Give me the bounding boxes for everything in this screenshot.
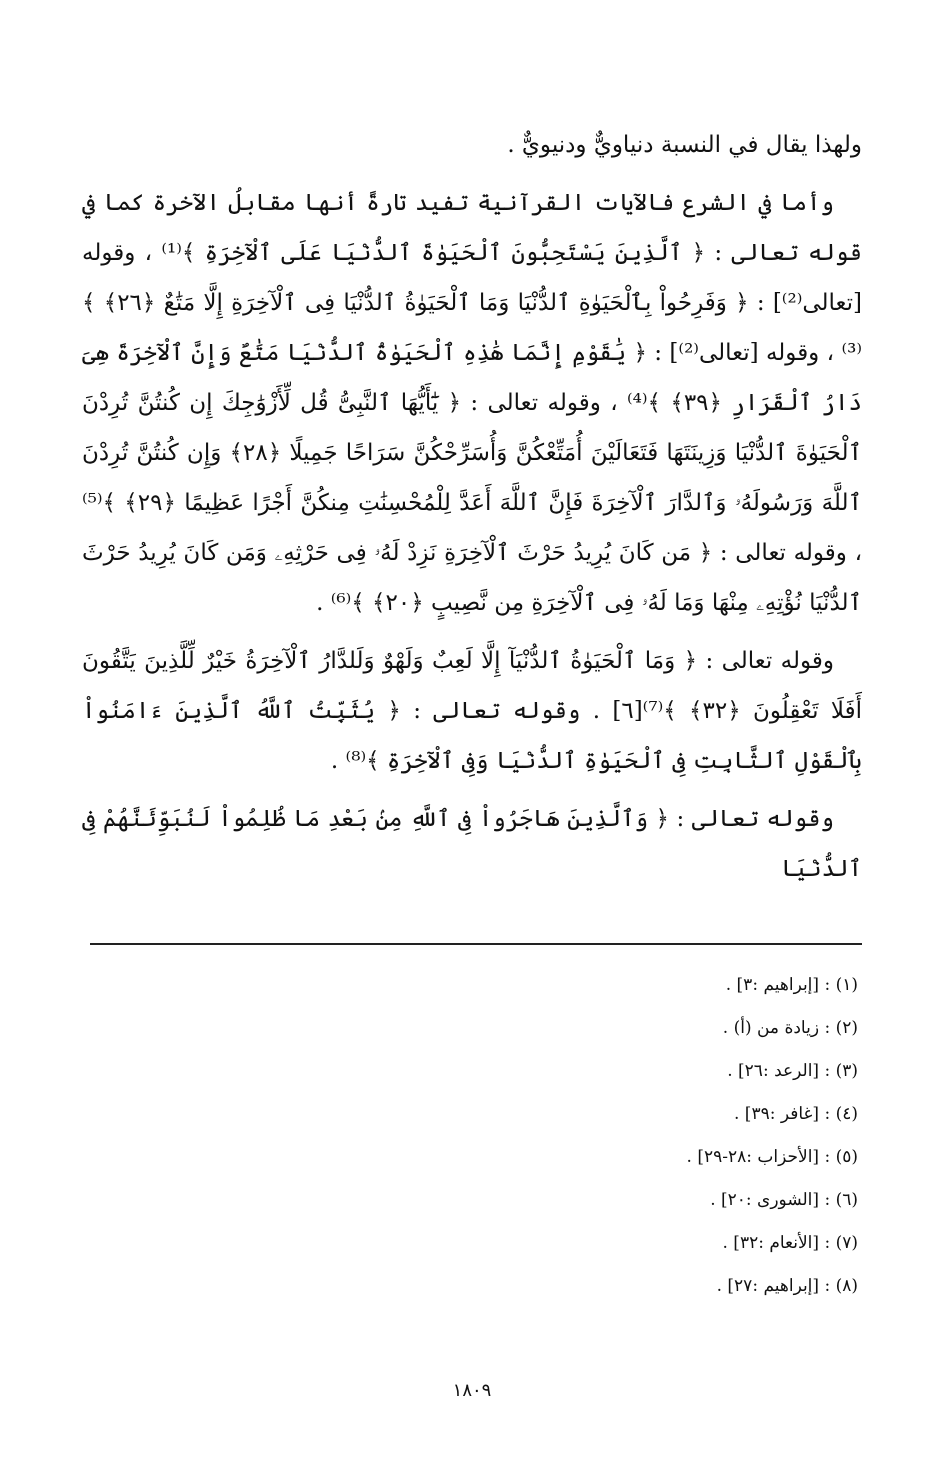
paragraph: وقوله تعالى : ﴿ وَمَا ٱلْحَيَوٰةُ ٱلدُّنْيَآ إِلَّا لَعِبٌ وَلَهْوٌ وَلَلدَّارُ ٱلْآخِرَةُ خَيْرٌ لِّلَّذِينَ يَتَّقُونَ أَفَلَا تَعْقِلُونَ ﴿٣٢﴾ ﴾⁽⁷⁾[٦] . وقوله تعالى : ﴿ يُثَبِّتُ ٱللَّهُ ٱلَّذِينَ ءَامَنُواْ بِٱلْقَوْلِ ٱلثَّابِتِ فِى ٱلْحَيَوٰةِ ٱلدُّنْيَا وَفِى ٱلْآخِرَةِ ﴾⁽⁸⁾ . bbox=[82, 648, 862, 774]
page-number: ١٨٠٩ bbox=[452, 1380, 492, 1401]
footnote-item: (٤) : [غافر :٣٩] . bbox=[733, 1104, 858, 1124]
footnote-item: (٣) : [الرعد :٢٦] . bbox=[727, 1061, 858, 1081]
footnote-item: (٥) : [الأحزاب :٢٨-٢٩] . bbox=[686, 1147, 858, 1167]
main-text bbox=[82, 120, 862, 902]
footnote-divider bbox=[90, 943, 862, 945]
paragraph: وقوله تعالى : ﴿ وَٱلَّذِينَ هَاجَرُواْ فِى ٱللَّهِ مِنۢ بَعْدِ مَا ظُلِمُواْ لَنُبَوِّئَنَّهُمْ فِى ٱلدُّنْيَا bbox=[82, 806, 862, 882]
footnote-item: (٦) : [الشورى :٢٠] . bbox=[710, 1190, 858, 1210]
footnote-item: (٢) : زيادة من (أ) . bbox=[722, 1018, 858, 1038]
paragraph: وأما في الشرع فالآيات القرآنية تفيد تارةً أنها مقابلُ الآخرة كما في قوله تعالى : ﴿ ٱلَّذِينَ يَسْتَحِبُّونَ ٱلْحَيَوٰةَ ٱلدُّنْيَا عَلَى ٱلْآخِرَةِ ﴾⁽¹⁾ ، وقوله [تعالى⁽²⁾] : ﴿ وَفَرِحُواْ بِٱلْحَيَوٰةِ ٱلدُّنْيَا وَمَا ٱلْحَيَوٰةُ ٱلدُّنْيَا فِى ٱلْآخِرَةِ إِلَّا مَتَٰعٌ ﴿٢٦﴾ ﴾⁽³⁾ ، وقوله [تعالى⁽²⁾] : ﴿ يَٰقَوْمِ إِنَّمَا هَٰذِهِ ٱلْحَيَوٰةُ ٱلدُّنْيَا مَتَٰعٌ وَإِنَّ ٱلْآخِرَةَ هِىَ دَارُ ٱلْقَرَارِ ﴿٣٩﴾ ﴾⁽⁴⁾ ، وقوله تعالى : ﴿ يَٰٓأَيُّهَا ٱلنَّبِىُّ قُل لِّأَزْوَٰجِكَ إِن كُنتُنَّ تُرِدْنَ ٱلْحَيَوٰةَ ٱلدُّنْيَا وَزِينَتَهَا فَتَعَالَيْنَ أُمَتِّعْكُنَّ وَأُسَرِّحْكُنَّ سَرَاحًا جَمِيلًا ﴿٢٨﴾ وَإِن كُنتُنَّ تُرِدْنَ ٱللَّهَ وَرَسُولَهُۥ وَٱلدَّارَ ٱلْآخِرَةَ فَإِنَّ ٱللَّهَ أَعَدَّ لِلْمُحْسِنَٰتِ مِنكُنَّ أَجْرًا عَظِيمًا ﴿٢٩﴾ ﴾⁽⁵⁾ ، وقوله تعالى : ﴿ مَن كَانَ يُرِيدُ حَرْثَ ٱلْآخِرَةِ نَزِدْ لَهُۥ فِى حَرْثِهِۦ وَمَن كَانَ يُرِيدُ حَرْثَ ٱلدُّنْيَا نُؤْتِهِۦ مِنْهَا وَمَا لَهُۥ فِى ٱلْآخِرَةِ مِن نَّصِيبٍ ﴿٢٠﴾ ﴾⁽⁶⁾ . bbox=[82, 190, 863, 616]
footnote-item: (٧) : [الأنعام :٣٢] . bbox=[722, 1233, 858, 1253]
footnote-item: (٨) : [إبراهيم :٢٧] . bbox=[716, 1276, 858, 1296]
paragraph: ولهذا يقال في النسبة دنياويٌّ ودنيويٌّ . bbox=[507, 132, 862, 158]
footnotes bbox=[82, 964, 858, 1308]
footnote-item: (١) : [إبراهيم :٣] . bbox=[725, 975, 858, 995]
